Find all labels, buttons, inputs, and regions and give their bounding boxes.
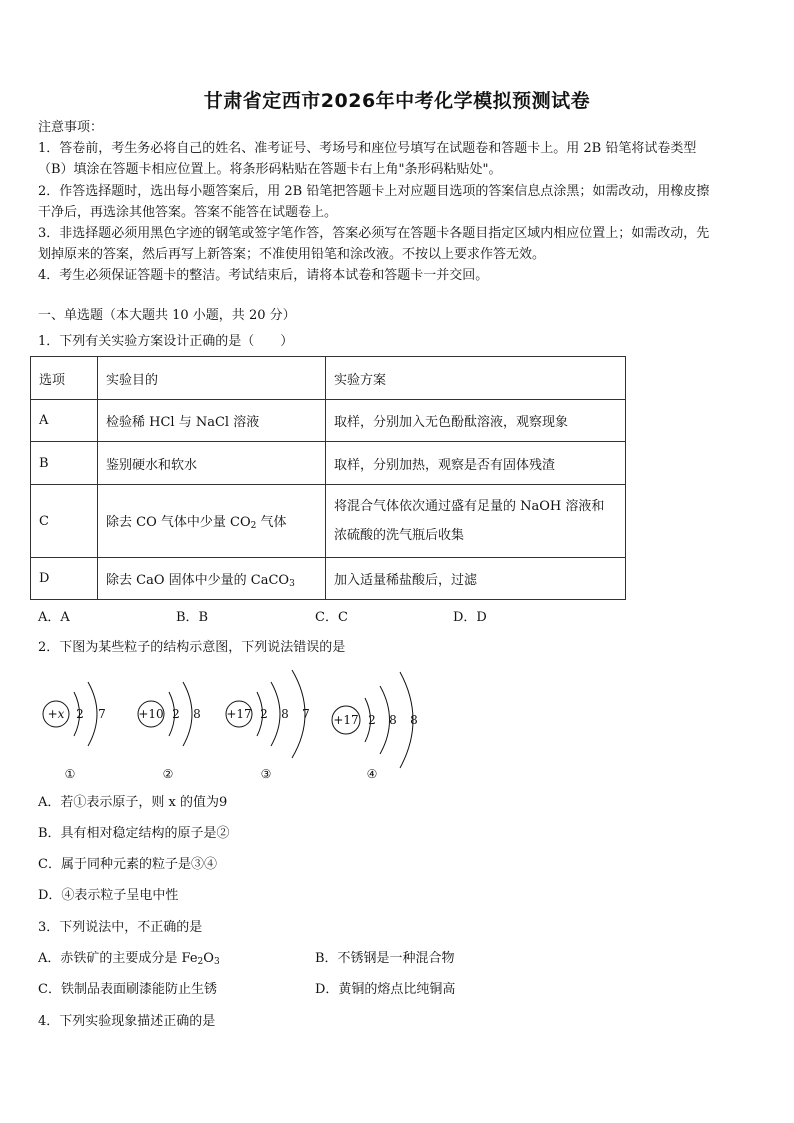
question-2-choice-d: D．④表示粒子呈电中性 (38, 888, 179, 903)
table-cell-goal: 检验稀 HCl 与 NaCl 溶液 (98, 400, 326, 442)
table-cell-plan: 将混合气体依次通过盛有足量的 NaOH 溶液和 浓硫酸的洗气瓶后收集 (326, 485, 626, 558)
shell-electrons: 2 (172, 707, 180, 721)
question-2-choice-b: B．具有相对稳定结构的原子是② (38, 826, 230, 841)
table-row (31, 442, 626, 485)
shell-electrons: 2 (368, 713, 376, 727)
table-cell-option: B (31, 442, 98, 485)
atom-diagram-2 (138, 682, 201, 781)
question-1-choice-a: A．A (38, 610, 70, 625)
diagram-label: ② (162, 767, 174, 781)
notice-line: 干净后，再选涂其他答案。答案不能答在试题卷上。 (38, 205, 338, 220)
question-3-choice-b: B．不锈钢是一种混合物 (315, 951, 455, 966)
shell-electrons: 8 (410, 713, 418, 727)
section-heading: 一、单选题（本大题共 10 小题，共 20 分） (38, 308, 296, 323)
table-row (31, 485, 626, 558)
question-3-stem: 3．下列说法中，不正确的是 (38, 920, 203, 935)
table-header-cell: 实验目的 (98, 357, 326, 400)
question-1-table (30, 356, 626, 600)
shell-electrons: 8 (389, 713, 397, 727)
question-2-choice-a: A．若①表示原子，则 x 的值为9 (38, 795, 228, 810)
question-4-stem: 4．下列实验现象描述正确的是 (38, 1014, 216, 1029)
shell-electrons: 8 (193, 707, 201, 721)
table-header-cell: 实验方案 (326, 357, 626, 400)
shell-electrons: 2 (260, 707, 268, 721)
table-cell-plan: 取样，分别加入无色酚酞溶液，观察现象 (326, 400, 626, 442)
diagram-label: ③ (260, 767, 272, 781)
table-cell-plan: 加入适量稀盐酸后，过滤 (326, 558, 626, 600)
table-cell-option: D (31, 558, 98, 600)
question-3-choice-c: C．铁制品表面刷漆能防止生锈 (38, 982, 217, 997)
nucleus-charge: +x (47, 707, 65, 721)
diagram-label: ① (64, 767, 76, 781)
question-3-choice-a: A．赤铁矿的主要成分是 $Fe_2O_3$ (38, 951, 220, 967)
table-cell-plan: 取样，分别加热，观察是否有固体残渣 (326, 442, 626, 485)
question-1-choice-d: D．D (453, 610, 487, 625)
shell-electrons: 7 (98, 707, 106, 721)
notice-line: 划掉原来的答案，然后再写上新答案；不准使用铅笔和涂改液。不按以上要求作答无效。 (38, 247, 546, 262)
notice-heading: 注意事项： (38, 120, 104, 135)
shell-electrons: 7 (302, 707, 310, 721)
atom-diagram-4 (332, 672, 418, 781)
shell-electrons: 2 (76, 707, 84, 721)
table-cell-option: C (31, 485, 98, 558)
question-1-choice-c: C．C (315, 610, 348, 625)
table-cell-goal: 除去 CO 气体中少量 $CO_2$ 气体 (98, 485, 326, 558)
question-1-stem: 1．下列有关实验方案设计正确的是（ ） (38, 334, 294, 349)
notice-line: （B）填涂在答题卡相应位置上。将条形码粘贴在答题卡右上角"条形码粘贴处"。 (38, 162, 502, 177)
page-title: 甘肃省定西市2026年中考化学模拟预测试卷 (203, 90, 591, 112)
atom-structure-diagrams (30, 662, 430, 786)
question-1-choice-b: B．B (176, 610, 209, 625)
question-2-choice-c: C．属于同种元素的粒子是③④ (38, 857, 217, 872)
question-3-choice-d: D．黄铜的熔点比纯铜高 (315, 982, 456, 997)
notice-line: 1．答卷前，考生务必将自己的姓名、准考证号、考场号和座位号填写在试题卷和答题卡上。用 2B 铅笔将试卷类型 (38, 141, 697, 156)
table-row (31, 400, 626, 442)
atom-diagram-1 (43, 682, 106, 781)
table-cell-option: A (31, 400, 98, 442)
notice-line: 4．考生必须保证答题卡的整洁。考试结束后，请将本试卷和答题卡一并交回。 (38, 268, 489, 283)
table-row (31, 558, 626, 600)
nucleus-charge: +10 (138, 707, 164, 721)
table-header-row (31, 357, 626, 400)
diagram-label: ④ (366, 767, 378, 781)
nucleus-charge: +17 (226, 707, 252, 721)
shell-electrons: 8 (281, 707, 289, 721)
notice-line: 3．非选择题必须用黑色字迹的钢笔或签字笔作答，答案必须写在答题卡各题目指定区域内相应位置上；如需改动，先 (38, 226, 710, 241)
atom-diagram-3 (226, 670, 310, 781)
table-header-cell: 选项 (31, 357, 98, 400)
question-2-stem: 2．下图为某些粒子的结构示意图，下列说法错误的是 (38, 640, 346, 655)
nucleus-charge: +17 (333, 713, 359, 727)
table-cell-goal: 除去 CaO 固体中少量的 CaCO$_3$ (98, 558, 326, 600)
table-cell-goal: 鉴别硬水和软水 (98, 442, 326, 485)
notice-line: 2．作答选择题时，选出每小题答案后，用 2B 铅笔把答题卡上对应题目选项的答案信息点涂黑；如需改动，用橡皮擦 (38, 184, 710, 199)
